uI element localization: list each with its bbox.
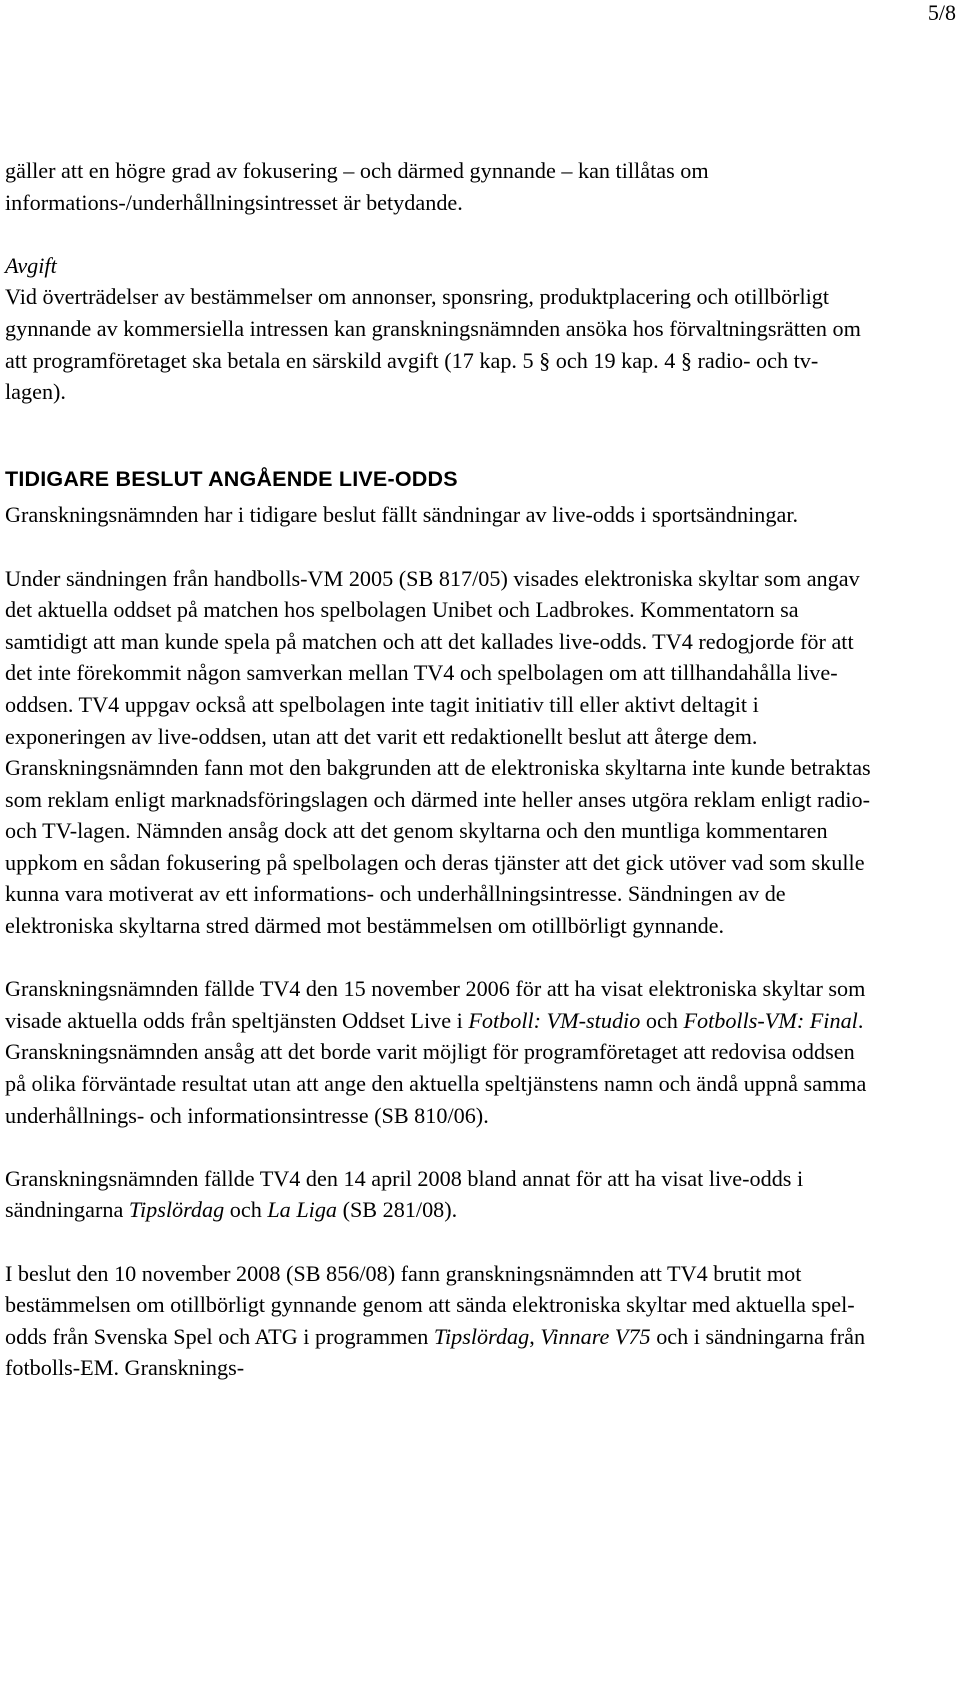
avgift-title	[5, 250, 875, 282]
document-body	[5, 155, 875, 1384]
text-run: Granskningsnämnden fällde TV4 den 15 november 2006 för att ha visat elektroniska skyltar som visade aktuella odds från speltjänsten Oddset Live i	[5, 976, 866, 1033]
program-title-vinnare-v75: Vinnare V75	[540, 1323, 651, 1349]
program-title-fotbolls-vm-final: Fotbolls-VM: Final	[683, 1007, 858, 1033]
avgift-title-text: Avgift	[5, 252, 57, 278]
text-run: och	[640, 1007, 684, 1033]
program-title-tipslordag: Tipslördag	[433, 1323, 530, 1349]
program-title-la-liga: La Liga	[267, 1197, 338, 1223]
program-title-fotboll-vm-studio: Fotboll: VM-studio	[468, 1007, 641, 1033]
text-run: ,	[529, 1323, 541, 1349]
text-run: Granskningsnämnden fällde TV4 den 14 april 2008 bland annat för att ha visat live-odds i sändningarna	[5, 1165, 804, 1223]
avgift-paragraph: Vid överträdelser av bestämmelser om annonser, sponsring, produktplacering och otillbörligt gynnande av kommersiella intressen kan granskningsnämnden ansöka hos förvaltningsrätten om att programföretaget ska betala en särskild avgift (17 kap. 5 § och 19 kap. 4 § radio- och tv-lagen).	[5, 284, 861, 405]
text-run: och i sändningarna från fotbolls-EM. Gransknings-	[5, 1323, 866, 1381]
text-run: (SB 281/08).	[337, 1197, 458, 1223]
page-number: 5/8	[927, 0, 956, 25]
paragraph-sb-810-06	[5, 973, 875, 1131]
paragraph-sb-281-08	[5, 1163, 875, 1226]
section-heading: TIDIGARE BESLUT ANGÅENDE LIVE-ODDS	[5, 466, 458, 491]
text-run: I beslut den 10 november 2008 (SB 856/08) fann granskningsnämnden att TV4 brutit mot bestämmelsen om otillbörligt gynnande genom att sända elektroniska skyltar med aktuella spel-odds från Svenska Spel och ATG i programmen	[5, 1260, 855, 1349]
intro-paragraph: gäller att en högre grad av fokusering – och därmed gynnande – kan tillåtas om informations-/underhållningsintresset är betydande.	[5, 158, 709, 215]
paragraph-tidigare-beslut: Granskningsnämnden har i tidigare beslut fällt sändningar av live-odds i sportsändningar.	[5, 502, 799, 528]
program-title-tipslordag: Tipslördag	[128, 1197, 225, 1223]
text-run: . Granskningsnämnden ansåg att det borde varit möjligt för programföretaget att redovisa oddsen på olika förväntade resultat utan att ange den aktuella speltjänstens namn och ändå uppnå samma underhållnings- och informationsintresse (SB 810/06).	[5, 1007, 867, 1128]
paragraph-sb-856-08	[5, 1258, 875, 1384]
paragraph-handbolls-vm: Under sändningen från handbolls-VM 2005 (SB 817/05) visades elektroniska skyltar som angav det aktuella oddset på matchen hos spelbolagen Unibet och Ladbrokes. Kommentatorn sa samtidigt att man kunde spela på matchen och att det kallades live-odds. TV4 redogjorde för att det inte förekommit någon samverkan mellan TV4 och spelbolagen om att tillhandahålla live-oddsen. TV4 uppgav också att spelbolagen inte tagit initiativ till eller aktivt deltagit i exponeringen av live-oddsen, utan att det varit ett redaktionellt beslut att återge dem. Granskningsnämnden fann mot den bakgrunden att de elektroniska skyltarna inte kunde betraktas som reklam enligt marknadsföringslagen och därmed inte heller anses utgöra reklam enligt radio- och TV-lagen. Nämnden ansåg dock att det genom skyltarna och den muntliga kommentaren uppkom en sådan fokusering på spelbolagen och deras tjänster att det gick utöver vad som skulle kunna vara motiverat av ett informations- och underhållningsintresse. Sändningen av de elektroniska skyltarna stred därmed mot bestämmelsen om otillbörligt gynnande.	[5, 565, 871, 939]
text-run: och	[224, 1197, 268, 1223]
